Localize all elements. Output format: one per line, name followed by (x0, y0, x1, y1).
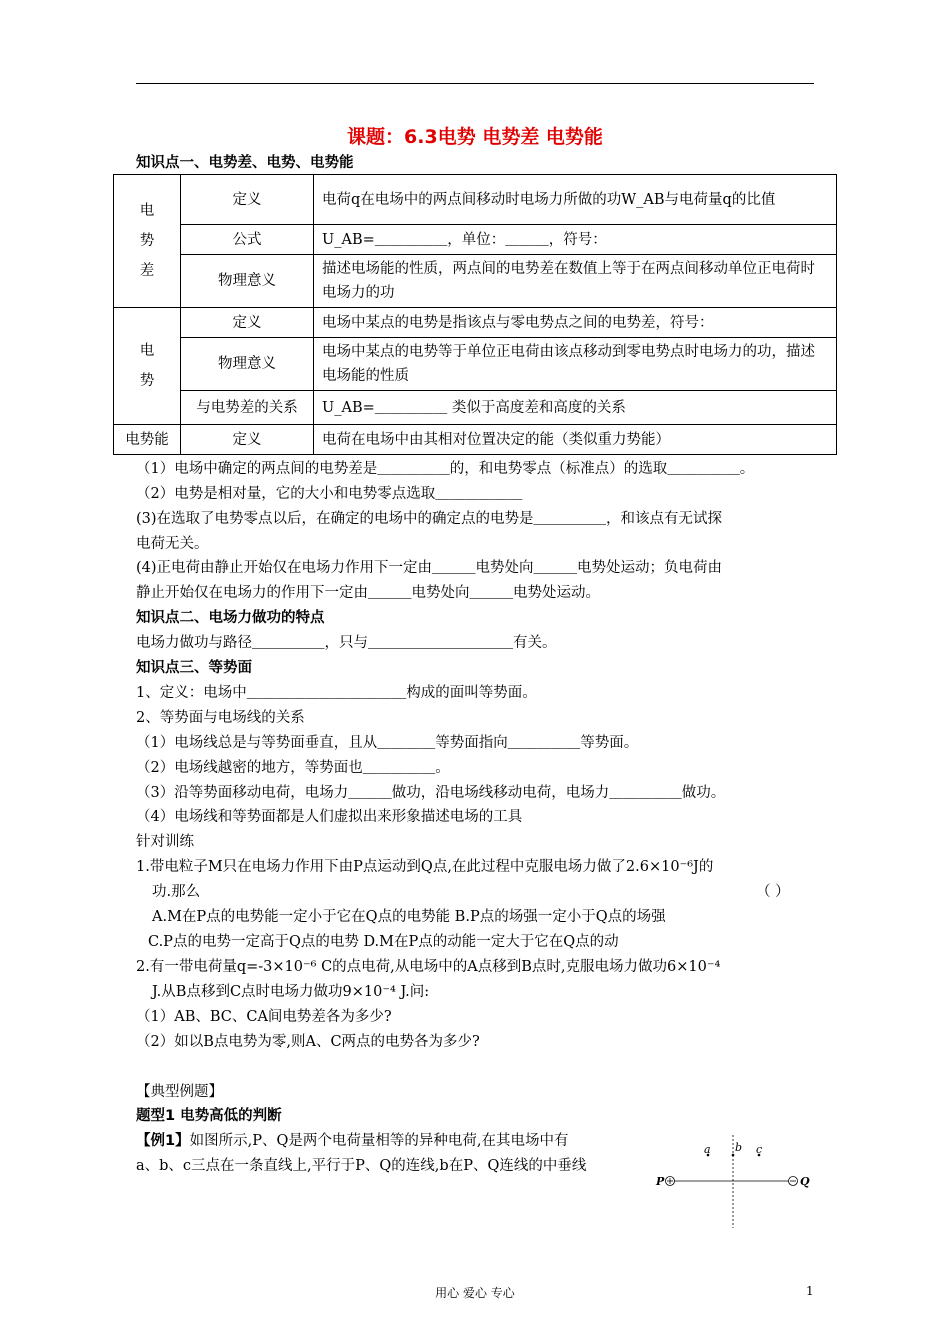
example-line (136, 1129, 568, 1153)
note-line: (3)在选取了电势零点以后，在确定的电场中的确定点的电势是＿＿＿＿＿，和该点有无试探 (136, 511, 723, 527)
kp3-line: 2、等势面与电场线的关系 (136, 710, 305, 726)
row-value: U_AB=＿＿＿＿＿ 类似于高度差和高度的关系 (314, 391, 837, 425)
row-value: 描述电场能的性质，两点间的电势差在数值上等于在两点间移动单位正电荷时电场力的功 (314, 255, 837, 308)
example-line: a、b、c三点在一条直线上,平行于P、Q的连线,b在P、Q连线的中垂线 (136, 1158, 587, 1174)
kp3-line: （2）电场线越密的地方，等势面也＿＿＿＿＿。 (136, 760, 450, 776)
note-line: 静止开始仅在电场力的作用下一定由＿＿＿电势处向＿＿＿电势处运动。 (136, 585, 600, 601)
row-key: 公式 (181, 225, 314, 255)
question-line: （1）AB、BC、CA间电势差各为多少? (136, 1009, 392, 1025)
example-text: 如图所示,P、Q是两个电荷量相等的异种电荷,在其电场中有 (189, 1133, 569, 1149)
group-label-potential: 电势 (114, 308, 181, 425)
question-line: 功.那么 (152, 884, 201, 900)
label-p: P (656, 1175, 665, 1188)
question-line: 2.有一带电荷量q=-3×10⁻⁶ C的点电荷,从电场中的A点移到B点时,克服电场力做功6×10⁻⁴ (136, 959, 721, 975)
row-value: 电荷q在电场中的两点间移动时电场力所做的功W_AB与电荷量q的比值 (314, 175, 837, 225)
header-rule (136, 83, 814, 84)
row-key: 物理意义 (181, 338, 314, 391)
page-title: 课题：6.3电势 电势差 电势能 (347, 126, 603, 148)
row-key: 定义 (181, 175, 314, 225)
row-key: 定义 (181, 308, 314, 338)
page-footer: 用心 爱心 专心 (435, 1286, 515, 1300)
question-line: （2）如以B点电势为零,则A、C两点的电势各为多少? (136, 1034, 480, 1050)
group-label-potential-energy: 电势能 (114, 425, 181, 455)
kp3-line: （4）电场线和等势面都是人们虚拟出来形象描述电场的工具 (136, 809, 523, 825)
note-line: (4)正电荷由静止开始仅在电场力作用下一定由＿＿＿电势处向＿＿＿电势处运动；负电荷由 (136, 560, 723, 576)
section-heading-1: 知识点一、电势差、电势、电势能 (136, 155, 354, 171)
row-value: U_AB=＿＿＿＿＿，单位：＿＿＿，符号： (314, 225, 837, 255)
section-heading-2: 知识点二、电场力做功的特点 (136, 610, 325, 626)
page-number: 1 (806, 1284, 814, 1298)
practice-heading: 针对训练 (136, 834, 194, 850)
kp3-line: 1、定义：电场中＿＿＿＿＿＿＿＿＿＿＿构成的面叫等势面。 (136, 685, 537, 701)
section-heading-3: 知识点三、等势面 (136, 660, 252, 676)
note-line: 电荷无关。 (136, 536, 209, 552)
label-b: b (735, 1141, 743, 1154)
label-c: c (756, 1143, 763, 1156)
kp2-line: 电场力做功与路径＿＿＿＿＿，只与＿＿＿＿＿＿＿＿＿＿有关。 (136, 635, 557, 651)
question-line: J.从B点移到C点时电场力做功9×10⁻⁴ J.问: (152, 984, 430, 1000)
note-line: （1）电场中确定的两点间的电势差是＿＿＿＿＿的，和电势零点（标准点）的选取＿＿＿＿＿。 (136, 461, 755, 477)
type1-heading: 题型1 电势高低的判断 (136, 1108, 282, 1124)
row-value: 电荷在电场中由其相对位置决定的能（类似重力势能） (314, 425, 837, 455)
note-line: （2）电势是相对量，它的大小和电势零点选取＿＿＿＿＿＿ (136, 486, 523, 502)
group-label-potential-difference: 电势差 (114, 175, 181, 308)
question-line: 1.带电粒子M只在电场力作用下由P点运动到Q点,在此过程中克服电场力做了2.6×10⁻⁶J的 (136, 859, 714, 875)
row-key: 物理意义 (181, 255, 314, 308)
row-value: 电场中某点的电势等于单位正电荷由该点移动到零电势点时电场力的功，描述电场能的性质 (314, 338, 837, 391)
kp3-line: （1）电场线总是与等势面垂直，且从＿＿＿＿等势面指向＿＿＿＿＿等势面。 (136, 735, 639, 751)
point-b (732, 1154, 735, 1157)
question-option: A.M在P点的电势能一定小于它在Q点的电势能 B.P点的场强一定小于Q点的场强 (152, 909, 666, 925)
answer-bracket: （ ） (756, 884, 790, 900)
charge-field-figure (650, 1130, 820, 1230)
row-key: 定义 (181, 425, 314, 455)
kp3-line: （3）沿等势面移动电荷，电场力＿＿＿做功，沿电场线移动电荷，电场力＿＿＿＿＿做功。 (136, 785, 726, 801)
typical-heading: 【典型例题】 (136, 1084, 223, 1100)
concept-table (113, 174, 837, 455)
question-option: C.P点的电势一定高于Q点的电势 D.M在P点的动能一定大于它在Q点的动 (148, 934, 619, 950)
label-q: Q (800, 1175, 810, 1188)
example-label: 【例1】 (136, 1133, 190, 1149)
label-a: a (704, 1143, 711, 1156)
row-value: 电场中某点的电势是指该点与零电势点之间的电势差，符号： (314, 308, 837, 338)
row-key: 与电势差的关系 (181, 391, 314, 425)
